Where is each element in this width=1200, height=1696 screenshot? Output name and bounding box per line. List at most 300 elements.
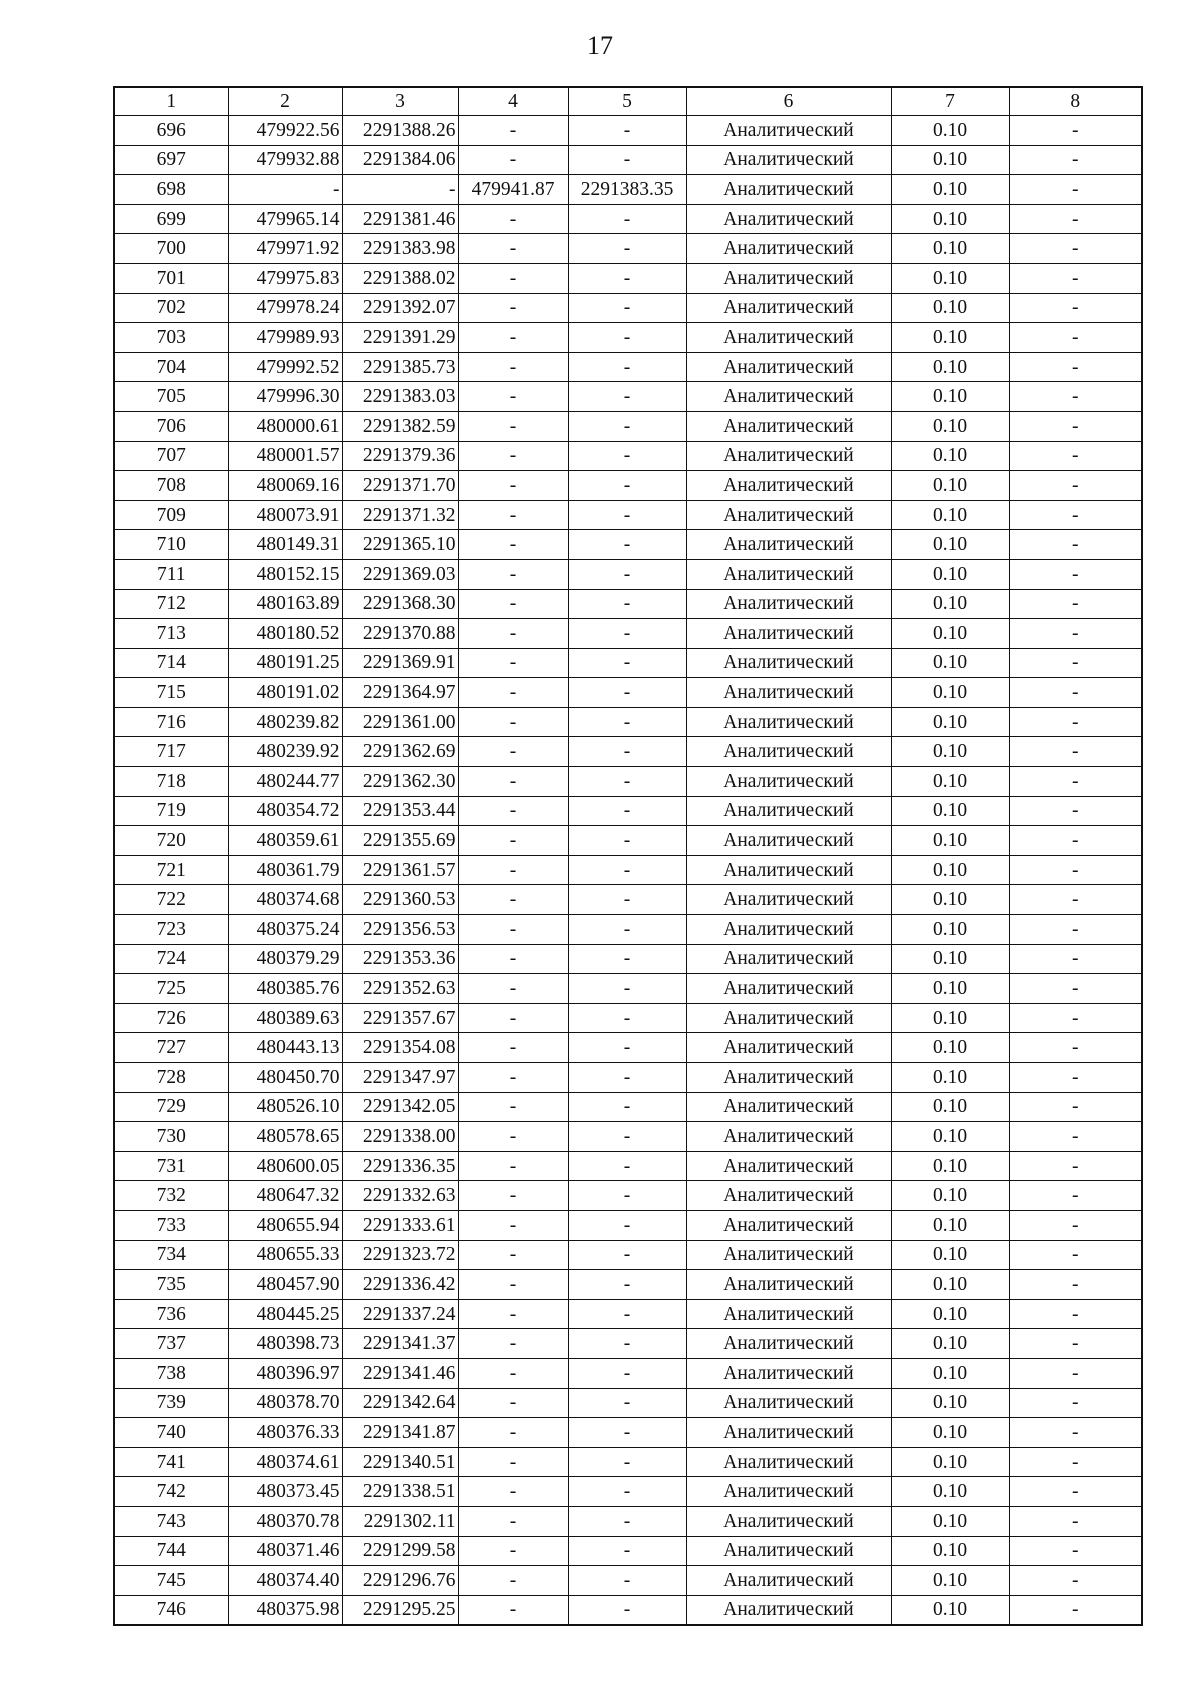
point-number-cell: 710	[114, 530, 228, 560]
x-alt-coordinate-cell: -	[458, 1151, 568, 1181]
x-alt-coordinate-cell: -	[458, 737, 568, 767]
y-coordinate-cell: 2291361.00	[342, 707, 458, 737]
table-row	[114, 826, 1142, 856]
note-cell: -	[1009, 796, 1142, 826]
y-coordinate-cell: 2291365.10	[342, 530, 458, 560]
x-coordinate-cell: 480385.76	[228, 974, 342, 1004]
x-alt-coordinate-cell: -	[458, 234, 568, 264]
point-number-cell: 707	[114, 441, 228, 471]
table-row	[114, 559, 1142, 589]
x-alt-coordinate-cell: -	[458, 826, 568, 856]
table-row	[114, 530, 1142, 560]
x-coordinate-cell: 480450.70	[228, 1063, 342, 1093]
note-cell: -	[1009, 1477, 1142, 1507]
x-coordinate-cell: 480371.46	[228, 1536, 342, 1566]
note-cell: -	[1009, 382, 1142, 412]
y-coordinate-cell: 2291385.73	[342, 352, 458, 382]
table-row	[114, 796, 1142, 826]
table-row	[114, 1240, 1142, 1270]
table-row	[114, 1447, 1142, 1477]
table-row	[114, 1092, 1142, 1122]
table-row	[114, 204, 1142, 234]
method-cell: Аналитический	[686, 116, 891, 146]
x-coordinate-cell: 479989.93	[228, 323, 342, 353]
accuracy-cell: 0.10	[891, 145, 1009, 175]
y-coordinate-cell: 2291381.46	[342, 204, 458, 234]
accuracy-cell: 0.10	[891, 796, 1009, 826]
method-cell: Аналитический	[686, 1388, 891, 1418]
table-row	[114, 767, 1142, 797]
x-alt-coordinate-cell: -	[458, 1033, 568, 1063]
y-coordinate-cell: 2291371.32	[342, 500, 458, 530]
note-cell: -	[1009, 678, 1142, 708]
x-coordinate-cell: 480647.32	[228, 1181, 342, 1211]
column-header: 7	[891, 87, 1009, 116]
note-cell: -	[1009, 826, 1142, 856]
note-cell: -	[1009, 204, 1142, 234]
x-alt-coordinate-cell: -	[458, 204, 568, 234]
accuracy-cell: 0.10	[891, 1566, 1009, 1596]
method-cell: Аналитический	[686, 1181, 891, 1211]
x-coordinate-cell: 480359.61	[228, 826, 342, 856]
y-alt-coordinate-cell: -	[568, 1122, 686, 1152]
y-alt-coordinate-cell: -	[568, 1240, 686, 1270]
y-coordinate-cell: 2291296.76	[342, 1566, 458, 1596]
point-number-cell: 719	[114, 796, 228, 826]
note-cell: -	[1009, 1447, 1142, 1477]
point-number-cell: 739	[114, 1388, 228, 1418]
x-coordinate-cell: 480379.29	[228, 944, 342, 974]
accuracy-cell: 0.10	[891, 1092, 1009, 1122]
y-alt-coordinate-cell: -	[568, 234, 686, 264]
note-cell: -	[1009, 441, 1142, 471]
x-alt-coordinate-cell: -	[458, 1566, 568, 1596]
x-alt-coordinate-cell: -	[458, 1595, 568, 1625]
y-alt-coordinate-cell: -	[568, 1151, 686, 1181]
x-alt-coordinate-cell: -	[458, 915, 568, 945]
method-cell: Аналитический	[686, 1299, 891, 1329]
x-coordinate-cell: 480600.05	[228, 1151, 342, 1181]
method-cell: Аналитический	[686, 648, 891, 678]
method-cell: Аналитический	[686, 559, 891, 589]
y-coordinate-cell: 2291353.36	[342, 944, 458, 974]
method-cell: Аналитический	[686, 826, 891, 856]
y-alt-coordinate-cell: -	[568, 915, 686, 945]
x-coordinate-cell: 480374.61	[228, 1447, 342, 1477]
x-alt-coordinate-cell: -	[458, 707, 568, 737]
y-alt-coordinate-cell: -	[568, 323, 686, 353]
method-cell: Аналитический	[686, 1003, 891, 1033]
method-cell: Аналитический	[686, 1329, 891, 1359]
y-alt-coordinate-cell: -	[568, 1536, 686, 1566]
point-number-cell: 735	[114, 1270, 228, 1300]
y-coordinate-cell: 2291362.30	[342, 767, 458, 797]
y-coordinate-cell: 2291338.00	[342, 1122, 458, 1152]
x-alt-coordinate-cell: -	[458, 944, 568, 974]
method-cell: Аналитический	[686, 234, 891, 264]
y-coordinate-cell: 2291354.08	[342, 1033, 458, 1063]
y-coordinate-cell: 2291388.02	[342, 263, 458, 293]
y-coordinate-cell: 2291360.53	[342, 885, 458, 915]
x-alt-coordinate-cell: -	[458, 619, 568, 649]
method-cell: Аналитический	[686, 1151, 891, 1181]
point-number-cell: 717	[114, 737, 228, 767]
point-number-cell: 729	[114, 1092, 228, 1122]
table-row	[114, 1033, 1142, 1063]
accuracy-cell: 0.10	[891, 915, 1009, 945]
table-row	[114, 1299, 1142, 1329]
method-cell: Аналитический	[686, 767, 891, 797]
method-cell: Аналитический	[686, 589, 891, 619]
x-coordinate-cell: 480655.33	[228, 1240, 342, 1270]
x-coordinate-cell: 480000.61	[228, 411, 342, 441]
y-coordinate-cell: 2291302.11	[342, 1506, 458, 1536]
y-alt-coordinate-cell: -	[568, 648, 686, 678]
point-number-cell: 697	[114, 145, 228, 175]
table-row	[114, 1536, 1142, 1566]
coordinates-table	[113, 86, 1143, 1626]
point-number-cell: 712	[114, 589, 228, 619]
method-cell: Аналитический	[686, 1240, 891, 1270]
table-row	[114, 116, 1142, 146]
accuracy-cell: 0.10	[891, 1033, 1009, 1063]
y-alt-coordinate-cell: -	[568, 263, 686, 293]
accuracy-cell: 0.10	[891, 1506, 1009, 1536]
method-cell: Аналитический	[686, 678, 891, 708]
table-row	[114, 1003, 1142, 1033]
method-cell: Аналитический	[686, 619, 891, 649]
method-cell: Аналитический	[686, 1210, 891, 1240]
table-row	[114, 234, 1142, 264]
note-cell: -	[1009, 1092, 1142, 1122]
x-coordinate-cell: 480373.45	[228, 1477, 342, 1507]
column-header: 3	[342, 87, 458, 116]
accuracy-cell: 0.10	[891, 707, 1009, 737]
method-cell: Аналитический	[686, 382, 891, 412]
method-cell: Аналитический	[686, 915, 891, 945]
y-alt-coordinate-cell: -	[568, 1181, 686, 1211]
y-coordinate-cell: 2291332.63	[342, 1181, 458, 1211]
x-coordinate-cell: 480374.40	[228, 1566, 342, 1596]
table-row	[114, 1566, 1142, 1596]
x-coordinate-cell: 480378.70	[228, 1388, 342, 1418]
point-number-cell: 744	[114, 1536, 228, 1566]
note-cell: -	[1009, 263, 1142, 293]
method-cell: Аналитический	[686, 293, 891, 323]
note-cell: -	[1009, 1388, 1142, 1418]
method-cell: Аналитический	[686, 944, 891, 974]
y-alt-coordinate-cell: -	[568, 116, 686, 146]
y-coordinate-cell: 2291369.91	[342, 648, 458, 678]
accuracy-cell: 0.10	[891, 1240, 1009, 1270]
table-row	[114, 855, 1142, 885]
y-alt-coordinate-cell: -	[568, 1447, 686, 1477]
point-number-cell: 731	[114, 1151, 228, 1181]
note-cell: -	[1009, 145, 1142, 175]
note-cell: -	[1009, 767, 1142, 797]
x-coordinate-cell: 479965.14	[228, 204, 342, 234]
x-coordinate-cell: 480354.72	[228, 796, 342, 826]
accuracy-cell: 0.10	[891, 619, 1009, 649]
accuracy-cell: 0.10	[891, 855, 1009, 885]
note-cell: -	[1009, 737, 1142, 767]
point-number-cell: 728	[114, 1063, 228, 1093]
y-alt-coordinate-cell: -	[568, 1358, 686, 1388]
y-alt-coordinate-cell: -	[568, 352, 686, 382]
accuracy-cell: 0.10	[891, 1063, 1009, 1093]
y-alt-coordinate-cell: -	[568, 678, 686, 708]
accuracy-cell: 0.10	[891, 737, 1009, 767]
method-cell: Аналитический	[686, 974, 891, 1004]
table-row	[114, 293, 1142, 323]
point-number-cell: 699	[114, 204, 228, 234]
point-number-cell: 724	[114, 944, 228, 974]
x-alt-coordinate-cell: -	[458, 1092, 568, 1122]
x-alt-coordinate-cell: -	[458, 1003, 568, 1033]
y-coordinate-cell: 2291382.59	[342, 411, 458, 441]
accuracy-cell: 0.10	[891, 1151, 1009, 1181]
note-cell: -	[1009, 559, 1142, 589]
y-alt-coordinate-cell: -	[568, 411, 686, 441]
method-cell: Аналитический	[686, 1122, 891, 1152]
table-row	[114, 1063, 1142, 1093]
y-alt-coordinate-cell: -	[568, 1063, 686, 1093]
note-cell: -	[1009, 1536, 1142, 1566]
point-number-cell: 743	[114, 1506, 228, 1536]
accuracy-cell: 0.10	[891, 1358, 1009, 1388]
note-cell: -	[1009, 944, 1142, 974]
point-number-cell: 738	[114, 1358, 228, 1388]
accuracy-cell: 0.10	[891, 648, 1009, 678]
y-coordinate-cell: 2291355.69	[342, 826, 458, 856]
table-row	[114, 1151, 1142, 1181]
note-cell: -	[1009, 589, 1142, 619]
x-alt-coordinate-cell: -	[458, 885, 568, 915]
x-coordinate-cell: 480389.63	[228, 1003, 342, 1033]
y-coordinate-cell: 2291341.46	[342, 1358, 458, 1388]
point-number-cell: 701	[114, 263, 228, 293]
accuracy-cell: 0.10	[891, 1595, 1009, 1625]
y-alt-coordinate-cell: -	[568, 441, 686, 471]
note-cell: -	[1009, 1299, 1142, 1329]
accuracy-cell: 0.10	[891, 441, 1009, 471]
accuracy-cell: 0.10	[891, 1447, 1009, 1477]
y-coordinate-cell: 2291333.61	[342, 1210, 458, 1240]
accuracy-cell: 0.10	[891, 559, 1009, 589]
point-number-cell: 741	[114, 1447, 228, 1477]
table-row	[114, 1122, 1142, 1152]
point-number-cell: 720	[114, 826, 228, 856]
y-alt-coordinate-cell: -	[568, 885, 686, 915]
point-number-cell: 698	[114, 175, 228, 205]
y-alt-coordinate-cell: -	[568, 737, 686, 767]
x-coordinate-cell: 479971.92	[228, 234, 342, 264]
method-cell: Аналитический	[686, 411, 891, 441]
y-alt-coordinate-cell: -	[568, 1477, 686, 1507]
accuracy-cell: 0.10	[891, 204, 1009, 234]
point-number-cell: 713	[114, 619, 228, 649]
column-header: 6	[686, 87, 891, 116]
point-number-cell: 742	[114, 1477, 228, 1507]
x-coordinate-cell: 480457.90	[228, 1270, 342, 1300]
table-row	[114, 1595, 1142, 1625]
x-alt-coordinate-cell: -	[458, 1477, 568, 1507]
y-alt-coordinate-cell: 2291383.35	[568, 175, 686, 205]
table-row	[114, 1418, 1142, 1448]
note-cell: -	[1009, 1181, 1142, 1211]
note-cell: -	[1009, 116, 1142, 146]
method-cell: Аналитический	[686, 1063, 891, 1093]
point-number-cell: 696	[114, 116, 228, 146]
point-number-cell: 718	[114, 767, 228, 797]
note-cell: -	[1009, 1033, 1142, 1063]
note-cell: -	[1009, 1003, 1142, 1033]
table-row	[114, 885, 1142, 915]
table-row	[114, 175, 1142, 205]
x-alt-coordinate-cell: -	[458, 855, 568, 885]
table-row	[114, 707, 1142, 737]
table-row	[114, 1181, 1142, 1211]
point-number-cell: 740	[114, 1418, 228, 1448]
x-coordinate-cell: 480163.89	[228, 589, 342, 619]
note-cell: -	[1009, 1329, 1142, 1359]
y-alt-coordinate-cell: -	[568, 293, 686, 323]
page-number: 17	[587, 31, 613, 60]
note-cell: -	[1009, 974, 1142, 1004]
table-row	[114, 1270, 1142, 1300]
point-number-cell: 737	[114, 1329, 228, 1359]
point-number-cell: 715	[114, 678, 228, 708]
x-alt-coordinate-cell: -	[458, 263, 568, 293]
y-alt-coordinate-cell: -	[568, 382, 686, 412]
table-row	[114, 1506, 1142, 1536]
accuracy-cell: 0.10	[891, 352, 1009, 382]
table-row	[114, 619, 1142, 649]
y-coordinate-cell: 2291368.30	[342, 589, 458, 619]
table-row	[114, 1388, 1142, 1418]
method-cell: Аналитический	[686, 855, 891, 885]
method-cell: Аналитический	[686, 471, 891, 501]
x-coordinate-cell: 479978.24	[228, 293, 342, 323]
y-alt-coordinate-cell: -	[568, 471, 686, 501]
point-number-cell: 745	[114, 1566, 228, 1596]
accuracy-cell: 0.10	[891, 1536, 1009, 1566]
accuracy-cell: 0.10	[891, 767, 1009, 797]
x-coordinate-cell: 479992.52	[228, 352, 342, 382]
y-alt-coordinate-cell: -	[568, 974, 686, 1004]
note-cell: -	[1009, 500, 1142, 530]
y-alt-coordinate-cell: -	[568, 826, 686, 856]
table-header-row	[114, 87, 1142, 116]
method-cell: Аналитический	[686, 204, 891, 234]
method-cell: Аналитический	[686, 1418, 891, 1448]
point-number-cell: 700	[114, 234, 228, 264]
note-cell: -	[1009, 1270, 1142, 1300]
x-alt-coordinate-cell: -	[458, 441, 568, 471]
y-alt-coordinate-cell: -	[568, 796, 686, 826]
note-cell: -	[1009, 885, 1142, 915]
accuracy-cell: 0.10	[891, 1122, 1009, 1152]
table-row	[114, 589, 1142, 619]
x-alt-coordinate-cell: -	[458, 471, 568, 501]
accuracy-cell: 0.10	[891, 826, 1009, 856]
accuracy-cell: 0.10	[891, 1299, 1009, 1329]
point-number-cell: 734	[114, 1240, 228, 1270]
y-coordinate-cell: 2291370.88	[342, 619, 458, 649]
note-cell: -	[1009, 1506, 1142, 1536]
note-cell: -	[1009, 855, 1142, 885]
x-alt-coordinate-cell: -	[458, 352, 568, 382]
y-alt-coordinate-cell: -	[568, 1210, 686, 1240]
method-cell: Аналитический	[686, 145, 891, 175]
method-cell: Аналитический	[686, 796, 891, 826]
y-coordinate-cell: 2291383.03	[342, 382, 458, 412]
note-cell: -	[1009, 323, 1142, 353]
table-row	[114, 678, 1142, 708]
x-coordinate-cell: 480180.52	[228, 619, 342, 649]
table-row	[114, 915, 1142, 945]
x-coordinate-cell: 479996.30	[228, 382, 342, 412]
note-cell: -	[1009, 530, 1142, 560]
accuracy-cell: 0.10	[891, 678, 1009, 708]
y-coordinate-cell: 2291338.51	[342, 1477, 458, 1507]
y-coordinate-cell: 2291295.25	[342, 1595, 458, 1625]
accuracy-cell: 0.10	[891, 382, 1009, 412]
accuracy-cell: 0.10	[891, 1003, 1009, 1033]
table-row	[114, 1477, 1142, 1507]
y-coordinate-cell: 2291336.42	[342, 1270, 458, 1300]
y-coordinate-cell: 2291342.05	[342, 1092, 458, 1122]
accuracy-cell: 0.10	[891, 323, 1009, 353]
method-cell: Аналитический	[686, 1506, 891, 1536]
note-cell: -	[1009, 411, 1142, 441]
accuracy-cell: 0.10	[891, 1181, 1009, 1211]
method-cell: Аналитический	[686, 737, 891, 767]
x-coordinate-cell: 480370.78	[228, 1506, 342, 1536]
x-alt-coordinate-cell: -	[458, 1181, 568, 1211]
y-alt-coordinate-cell: -	[568, 1003, 686, 1033]
x-alt-coordinate-cell: -	[458, 1270, 568, 1300]
y-alt-coordinate-cell: -	[568, 1092, 686, 1122]
x-coordinate-cell: 480375.98	[228, 1595, 342, 1625]
note-cell: -	[1009, 915, 1142, 945]
table-row	[114, 737, 1142, 767]
y-alt-coordinate-cell: -	[568, 530, 686, 560]
point-number-cell: 702	[114, 293, 228, 323]
x-alt-coordinate-cell: 479941.87	[458, 175, 568, 205]
x-alt-coordinate-cell: -	[458, 1210, 568, 1240]
method-cell: Аналитический	[686, 1477, 891, 1507]
y-coordinate-cell: 2291357.67	[342, 1003, 458, 1033]
x-coordinate-cell: 480443.13	[228, 1033, 342, 1063]
x-coordinate-cell: 480578.65	[228, 1122, 342, 1152]
method-cell: Аналитический	[686, 885, 891, 915]
point-number-cell: 706	[114, 411, 228, 441]
y-coordinate-cell: 2291323.72	[342, 1240, 458, 1270]
x-alt-coordinate-cell: -	[458, 500, 568, 530]
note-cell: -	[1009, 707, 1142, 737]
point-number-cell: 746	[114, 1595, 228, 1625]
accuracy-cell: 0.10	[891, 974, 1009, 1004]
method-cell: Аналитический	[686, 441, 891, 471]
note-cell: -	[1009, 619, 1142, 649]
column-header: 2	[228, 87, 342, 116]
table-row	[114, 1210, 1142, 1240]
y-alt-coordinate-cell: -	[568, 619, 686, 649]
x-coordinate-cell: 480001.57	[228, 441, 342, 471]
accuracy-cell: 0.10	[891, 411, 1009, 441]
y-coordinate-cell: 2291299.58	[342, 1536, 458, 1566]
